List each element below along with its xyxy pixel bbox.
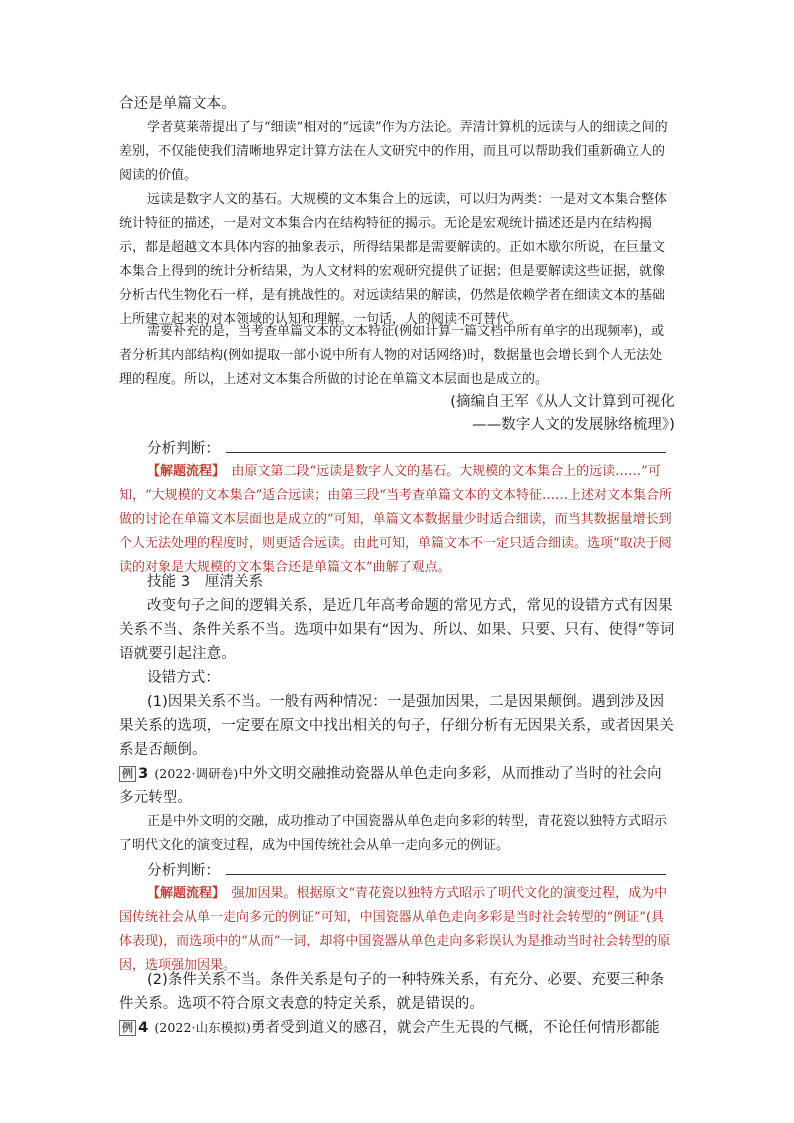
passage-carry-line: 合还是单篇文本。 — [119, 96, 236, 112]
example-3-quote: 正是中外文明的交融，成功推动了中国瓷器从单色走向多彩的转型，青花瓷以独特方式昭示了明代文化的演变过程，成为中国传统社会从单一走向多元的例证。 — [119, 814, 668, 853]
example-number: 4 — [138, 1020, 149, 1036]
example-4-statement — [119, 1016, 675, 1040]
skill-intro: 改变句子之间的逻辑关系，是近几年高考命题的常见方式，常见的设错方式有因果关系不当、条件关系不当。选项中如果有“因为、所以、如果、只要、只有、使得”等词语就要引起注意。 — [119, 598, 675, 662]
analysis-answer-line-2 — [119, 858, 675, 883]
solution-tag: 【解题流程】 — [147, 464, 219, 479]
analysis-answer-line-1 — [119, 436, 675, 461]
analysis-label: 分析判断： — [147, 863, 220, 879]
solution-text: 由原文第二段“远读是数字人文的基石。大规模的文本集合上的远读……”可知，“大规模的文本集合”适合远读；由第三段“当考查单篇文本的文本特征……上述对文本集合所做的讨论在单篇文本层面也是成立的”可知，单篇文本数据量少时适合细读，而当其数据量增长到个人无法处理的程度时，则更适合远读。由此可知，单篇文本不一定只适合细读。选项“取决于阅读的对象是大规模的文本集合还是单篇文本”曲解了观点。 — [119, 464, 672, 575]
example-statement: 勇者受到道义的感召，就会产生无畏的气概，不论任何情形都能 — [250, 1020, 660, 1036]
example-source: (2022·山东模拟) — [154, 1020, 251, 1035]
method-item-2: (2)条件关系不当。条件关系是句子的一种特殊关系，有充分、必要、充要三种条件关系。选项不符合原文表意的特定关系，就是错误的。 — [119, 972, 665, 1012]
passage-paragraph-2: 远读是数字人文的基石。大规模的文本集合上的远读，可以归为两类：一是对文本集合整体统计特征的描述，一是对文本集合内在结构特征的揭示。无论是宏观统计描述还是内在结构揭示，都是超越文本具体内容的抽象表示，所得结果都是需要解读的。正如木歇尔所说，在巨量文本集合上得到的统计分析结果，为人文材料的宏观研究提供了证据；但是要解读这些证据，就像分析古代生物化石一样，是有挑战性的。对远读结果的解读，仍然是依赖学者在细读文本的基础上所建立起来的对本领域的认知和理解。一句话，人的阅读不可替代。 — [119, 192, 668, 327]
solution-explanation-2 — [119, 882, 675, 978]
example-number: 3 — [138, 766, 149, 782]
answer-blank[interactable] — [226, 858, 666, 875]
method-item-1: (1)因果关系不当。一般有两种情况：一是强加因果，二是因果颠倒。遇到涉及因果关系的选项，一定要在原文中找出相关的句子，仔细分析有无因果关系，或者因果关系是否颠倒。 — [119, 694, 674, 758]
passage-paragraph-3: 需要补充的是，当考查单篇文本的文本特征(例如计算一篇文档中所有单字的出现频率)，或者分析其内部结构(例如提取一部小说中所有人物的对话网络)时，数据量也会增长到个人无法处理的程度。所以，上述对文本集合所做的讨论在单篇文本层面也是成立的。 — [119, 324, 665, 387]
example-statement: 中外文明交融推动瓷器从单色走向多彩，从而推动了当时的社会向多元转型。 — [119, 766, 662, 806]
example-3-statement — [119, 762, 675, 810]
solution-tag: 【解题流程】 — [147, 886, 219, 901]
skill-title: 技能 3 厘清关系 — [147, 574, 264, 590]
passage-paragraph-1: 学者莫莱蒂提出了与“细读”相对的“远读”作为方法论。弄清计算机的远读与人的细读之间的差别，不仅能使我们清晰地界定计算方法在人文研究中的作用，而且可以帮助我们重新确立人的阅读的价值。 — [119, 120, 668, 183]
example-source: (2022·调研卷) — [154, 766, 239, 781]
method-label: 设错方式： — [147, 670, 220, 686]
passage-source-line-1: (摘编自王军《从人文计算到可视化 — [450, 394, 675, 410]
example-badge: 例 — [119, 1020, 136, 1036]
passage-source-line-2: ——数字人文的发展脉络梳理》) — [472, 417, 675, 433]
example-badge: 例 — [119, 766, 136, 782]
answer-blank[interactable] — [226, 436, 666, 453]
solution-explanation-1 — [119, 460, 675, 580]
solution-text: 强加因果。根据原文“青花瓷以独特方式昭示了明代文化的演变过程，成为中国传统社会从单一走向多元的例证”可知，中国瓷器从单色走向多彩是当时社会转型的“例证”(具体表现)，而选项中的“从而”一词，却将中国瓷器从单色走向多彩误认为是推动当时社会转型的原因，选项强加因果。 — [119, 886, 671, 973]
analysis-label: 分析判断： — [147, 441, 220, 457]
